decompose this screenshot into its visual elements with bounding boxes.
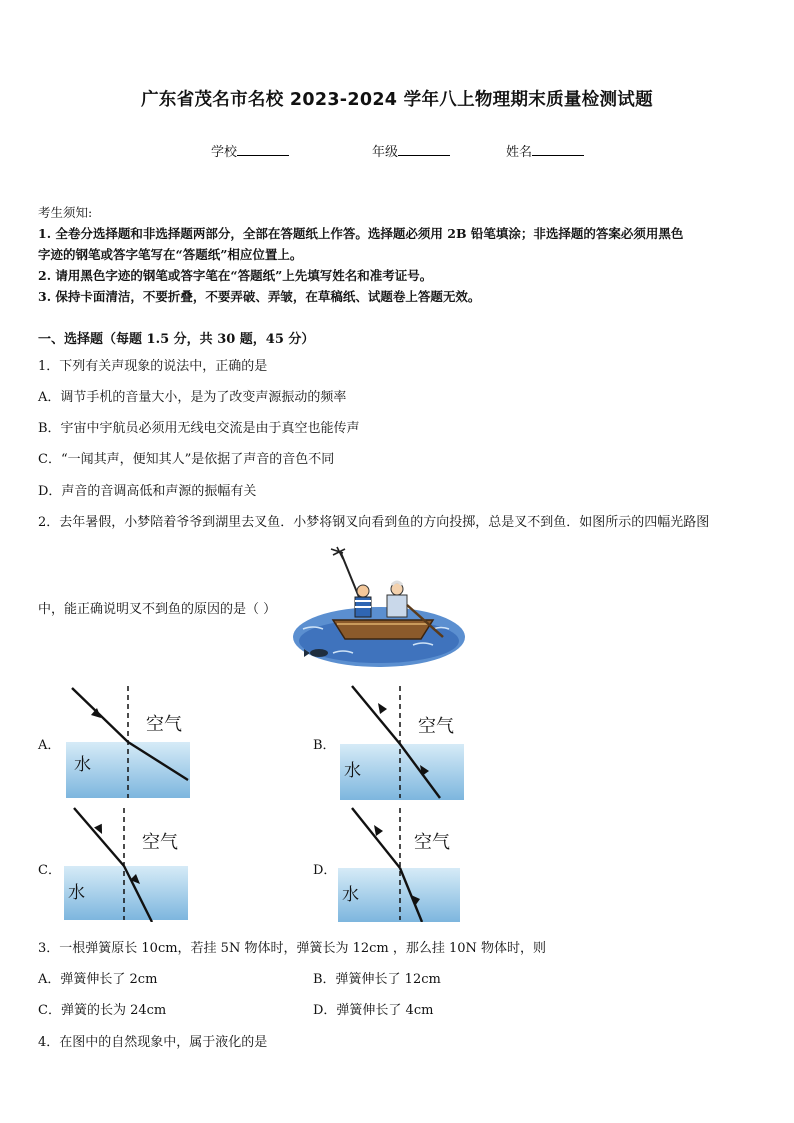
name-blank xyxy=(532,143,584,156)
school-field xyxy=(211,141,289,160)
ray-arrow xyxy=(374,825,383,836)
fishing-boat-illustration xyxy=(293,545,465,669)
q1-option-c: C．“一闻其声，便知其人”是依据了声音的音色不同 xyxy=(38,452,335,467)
page-title: 广东省茂名市名校 2023-2024 学年八上物理期末质量检测试题 xyxy=(141,90,653,110)
q1-option-a: A．调节手机的音量大小，是为了改变声源振动的频率 xyxy=(38,390,347,405)
incident-ray xyxy=(72,688,128,742)
school-label: 学校 xyxy=(211,145,238,160)
air-label: 空气 xyxy=(146,714,182,735)
school-blank xyxy=(237,143,289,156)
ray-diagram-a xyxy=(66,684,192,800)
q3-option-a: A．弹簧伸长了 2cm xyxy=(38,972,158,987)
q2-option-b-label: B． xyxy=(313,738,336,753)
grade-field xyxy=(372,141,450,160)
q1-option-b: B．宇宙中宇航员必须用无线电交流是由于真空也能传声 xyxy=(38,421,360,436)
q2-option-a-label: A． xyxy=(38,738,61,753)
water-label: 水 xyxy=(344,761,361,781)
q2-option-c-label: C． xyxy=(38,863,61,878)
notice-item-3: 3. 保持卡面清洁，不要折叠，不要弄破、弄皱，在草稿纸、试题卷上答题无效。 xyxy=(38,289,481,304)
q3-stem: 3．一根弹簧原长 10cm，若挂 5N 物体时，弹簧长为 12cm ，那么挂 10N 物体时，则 xyxy=(38,941,547,956)
incident-ray xyxy=(74,808,124,866)
notice-item-2: 2. 请用黑色字迹的钢笔或答字笔在“答题纸”上先填写姓名和准考证号。 xyxy=(38,268,433,283)
air-label: 空气 xyxy=(418,716,454,737)
ray-arrow xyxy=(378,703,387,714)
refracted-ray xyxy=(352,808,400,868)
air-label: 空气 xyxy=(142,832,178,853)
name-field xyxy=(506,141,584,160)
q2-option-d-label: D． xyxy=(313,863,337,878)
ray-diagram-d xyxy=(338,806,464,922)
ray-diagram-b xyxy=(340,684,466,800)
grade-blank xyxy=(398,143,450,156)
q3-option-b: B．弹簧伸长了 12cm xyxy=(313,972,441,987)
q3-option-d: D．弹簧伸长了 4cm xyxy=(313,1003,434,1018)
water-label: 水 xyxy=(342,885,359,905)
grade-label: 年级 xyxy=(372,145,399,160)
name-label: 姓名 xyxy=(506,145,533,160)
q4-stem: 4．在图中的自然现象中，属于液化的是 xyxy=(38,1035,268,1050)
ray-diagram-c xyxy=(64,806,190,922)
q1-option-d: D．声音的音调高低和声源的振幅有关 xyxy=(38,484,257,499)
notice-item-1-cont: 字迹的钢笔或答字笔写在“答题纸”相应位置上。 xyxy=(38,247,303,262)
air-label: 空气 xyxy=(414,832,450,853)
notice-item-1: 1. 全卷分选择题和非选择题两部分，全部在答题纸上作答。选择题必须用 2B 铅笔填涂；非选择题的答案必须用黑色 xyxy=(38,226,684,241)
q2-stem-line1: 2．去年暑假，小梦陪着爷爷到湖里去叉鱼．小梦将钢叉向看到鱼的方向投掷，总是叉不到鱼．如图所示的四幅光路图 xyxy=(38,515,710,530)
q1-stem: 1．下列有关声现象的说法中，正确的是 xyxy=(38,359,268,374)
refracted-ray xyxy=(352,686,400,744)
q3-option-c: C．弹簧的长为 24cm xyxy=(38,1003,167,1018)
q2-stem-line2: 中，能正确说明叉不到鱼的原因的是（ ） xyxy=(38,602,277,617)
water-label: 水 xyxy=(74,755,91,775)
water-label: 水 xyxy=(68,883,85,903)
notice-heading: 考生须知: xyxy=(38,205,93,220)
section-heading: 一、选择题（每题 1.5 分，共 30 题，45 分） xyxy=(38,332,315,347)
